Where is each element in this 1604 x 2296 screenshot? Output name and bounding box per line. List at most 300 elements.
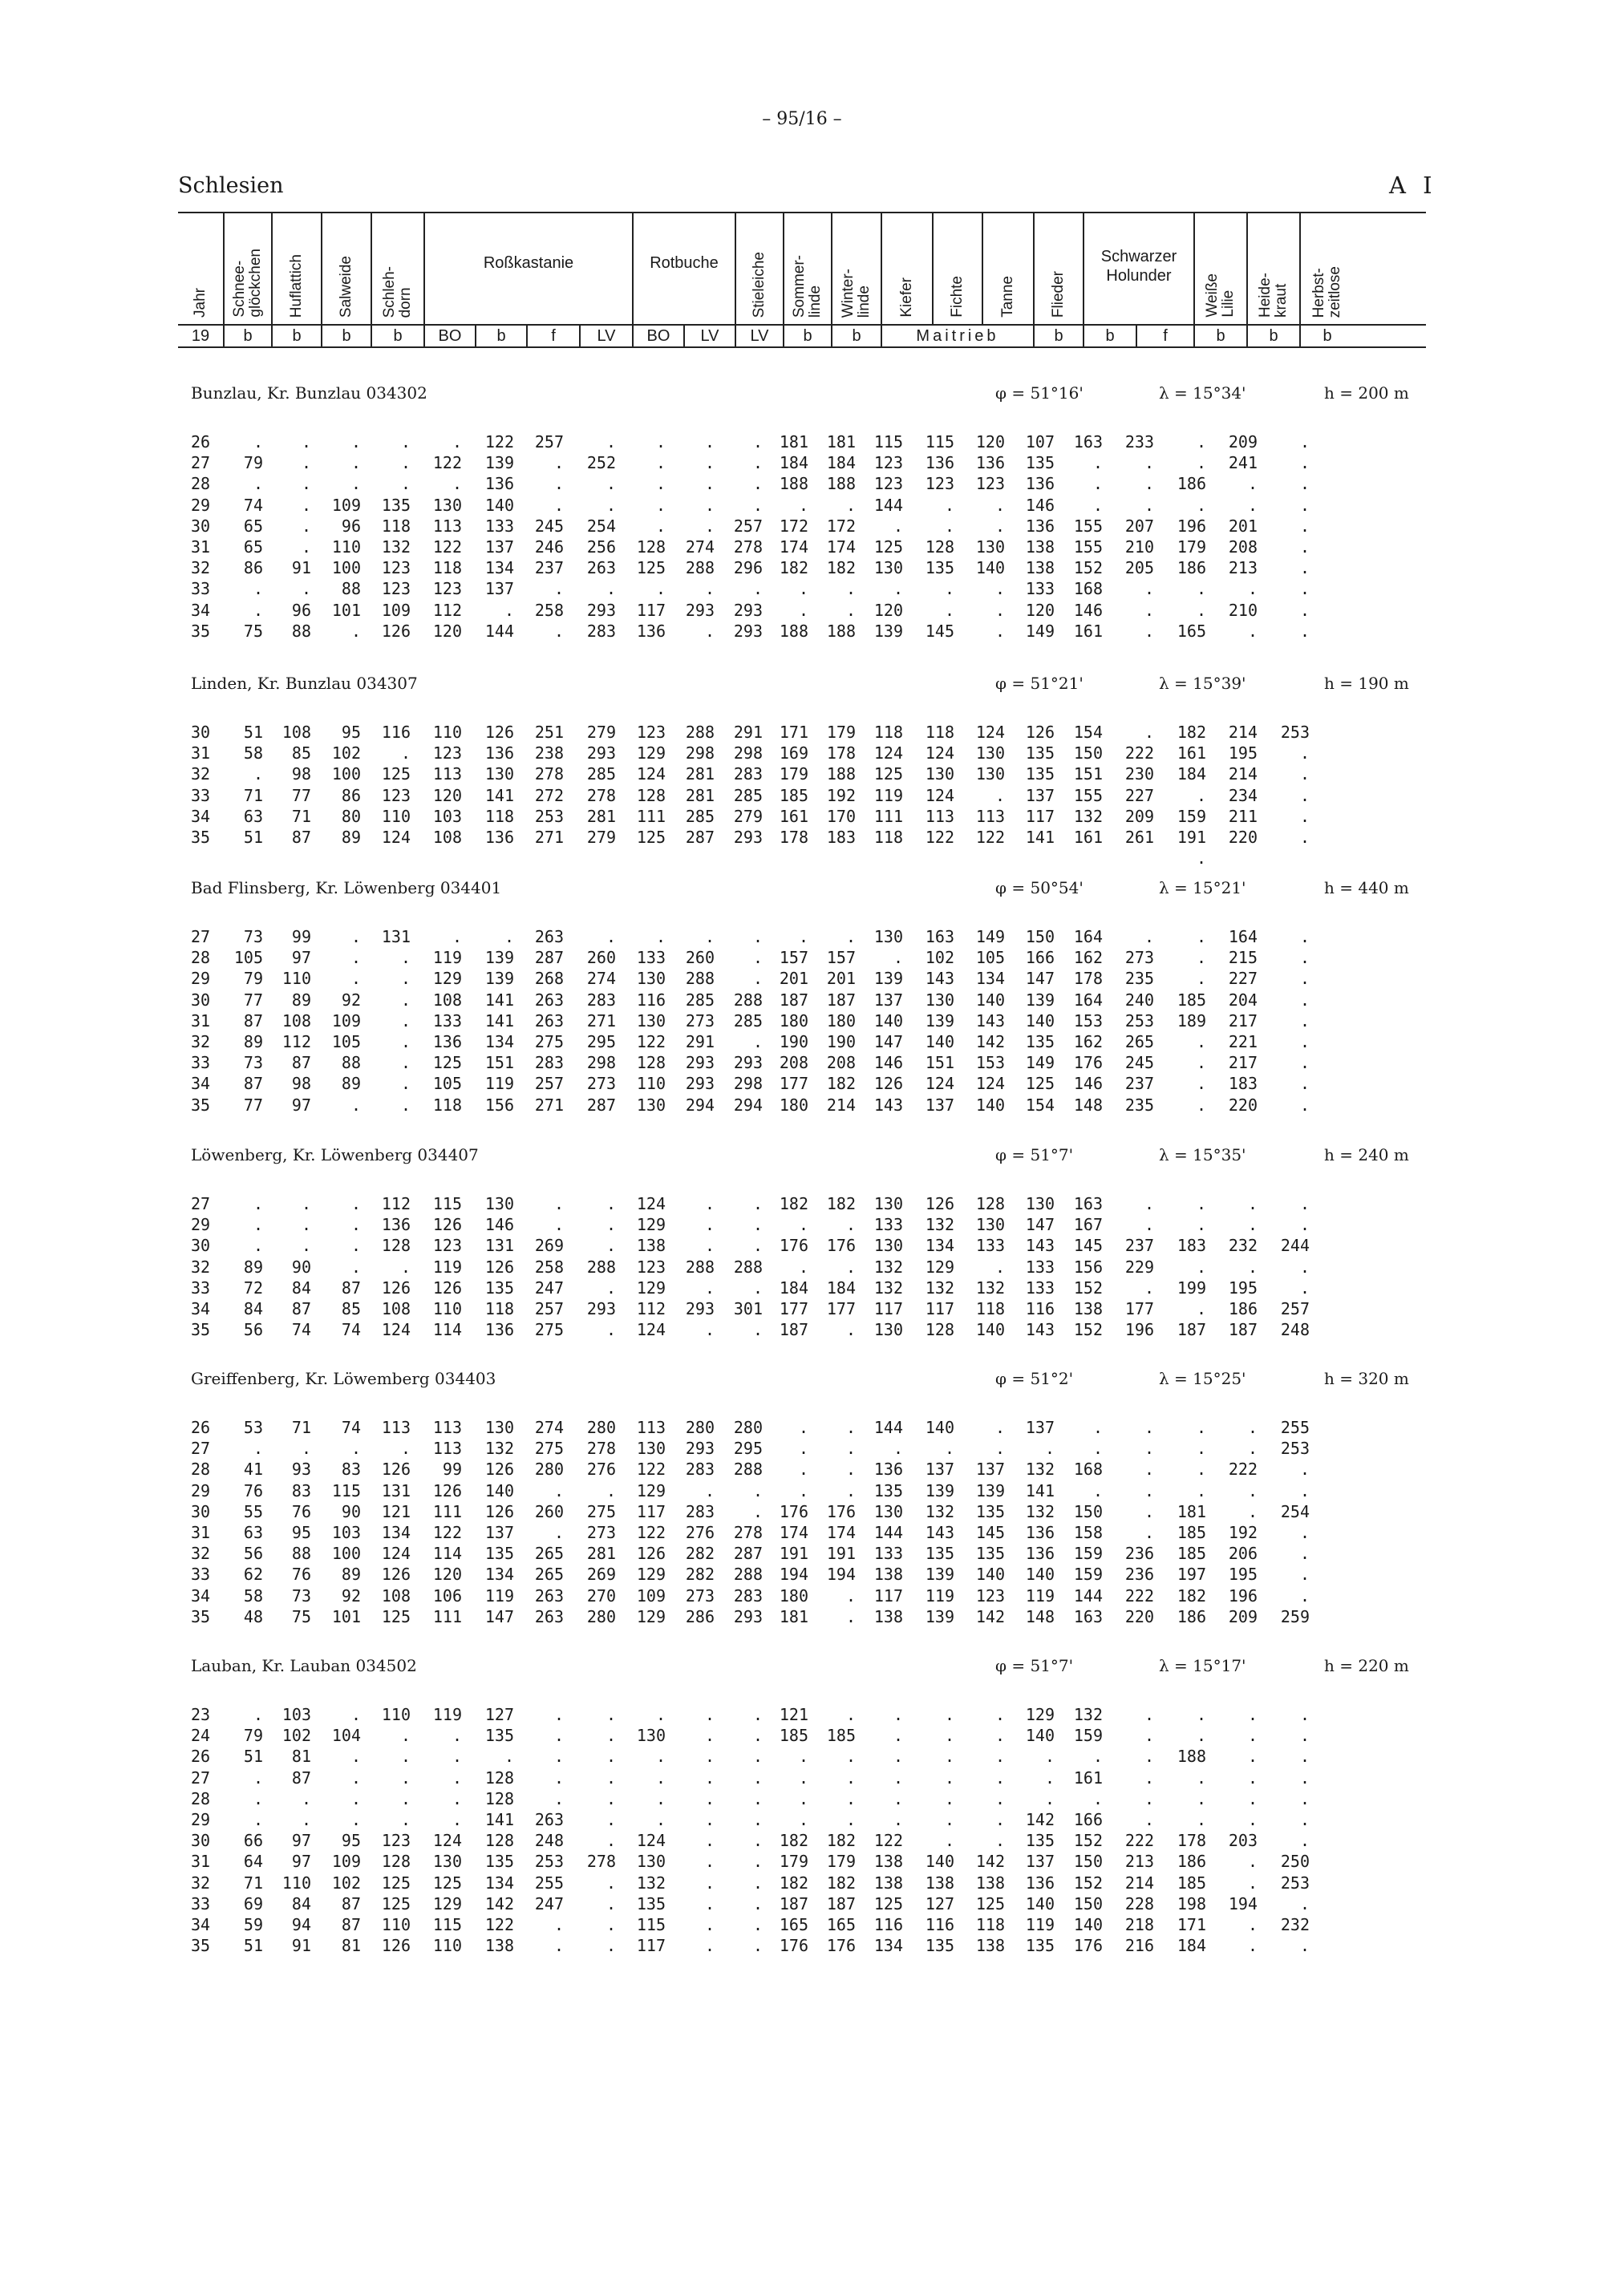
- header-kiefer: Kiefer: [882, 213, 934, 324]
- table-cell: 187: [779, 1893, 808, 1913]
- table-cell: 164: [1073, 927, 1103, 946]
- station-altitude: h = 220 m: [1324, 1656, 1409, 1675]
- table-cell: 285: [586, 764, 616, 784]
- table-cell: .: [606, 579, 616, 599]
- table-cell: .: [1196, 948, 1206, 968]
- table-cell: .: [655, 927, 666, 946]
- table-cell: 87: [291, 828, 311, 847]
- station-altitude: h = 440 m: [1324, 878, 1409, 897]
- table-cell: 159: [1073, 1565, 1103, 1585]
- table-cell: 187: [826, 1893, 856, 1913]
- table-cell: 130: [873, 558, 903, 578]
- table-cell: 204: [1228, 990, 1258, 1010]
- table-cell: 155: [1073, 516, 1103, 536]
- table-cell: 86: [341, 785, 361, 805]
- table-cell: .: [655, 1747, 666, 1767]
- table-cell: .: [994, 1831, 1005, 1851]
- table-cell: 102: [282, 1726, 311, 1746]
- table-cell: 74: [291, 1320, 311, 1340]
- table-cell: .: [798, 1257, 808, 1277]
- table-cell: 128: [636, 1053, 666, 1073]
- table-cell: 135: [1025, 1831, 1055, 1851]
- table-cell: .: [606, 474, 616, 494]
- year-cell: 28: [191, 1788, 211, 1808]
- table-cell: 124: [636, 1831, 666, 1851]
- table-cell: 133: [873, 1215, 903, 1235]
- table-cell: .: [1299, 1010, 1310, 1031]
- table-cell: 139: [925, 1565, 954, 1585]
- table-header: [178, 212, 1426, 348]
- table-cell: .: [1196, 1788, 1206, 1808]
- table-cell: 89: [341, 828, 361, 847]
- table-cell: 139: [925, 1480, 954, 1500]
- table-cell: 135: [484, 1278, 514, 1298]
- table-cell: 169: [779, 743, 808, 763]
- table-cell: 153: [975, 1053, 1005, 1073]
- table-cell: 130: [484, 764, 514, 784]
- table-cell: 65: [243, 537, 263, 557]
- table-cell: 142: [1025, 1810, 1055, 1829]
- table-cell: .: [994, 1810, 1005, 1829]
- table-cell: 201: [779, 969, 808, 989]
- table-row: [191, 1480, 1426, 1501]
- table-cell: 138: [1073, 1299, 1103, 1318]
- header-weisse-lilie: Weiße Lilie: [1195, 213, 1248, 324]
- table-cell: .: [1196, 1194, 1206, 1213]
- table-cell: 140: [1025, 1010, 1055, 1031]
- year-cell: 29: [191, 969, 211, 989]
- table-row: [191, 785, 1426, 806]
- table-cell: 135: [381, 495, 411, 515]
- table-cell: 186: [1177, 474, 1206, 494]
- table-cell: .: [400, 1768, 411, 1788]
- header-schneegloeckchen: Schnee- glöckchen: [225, 213, 273, 324]
- table-cell: 138: [873, 1852, 903, 1872]
- table-cell: 293: [685, 1074, 715, 1094]
- table-cell: .: [845, 1460, 856, 1480]
- table-cell: 71: [243, 1873, 263, 1893]
- table-cell: 136: [925, 453, 954, 473]
- table-cell: 98: [291, 1074, 311, 1094]
- table-cell: .: [301, 474, 311, 494]
- table-row: [191, 473, 1426, 494]
- table-cell: .: [994, 1257, 1005, 1277]
- table-cell: 154: [1025, 1095, 1055, 1115]
- table-cell: 235: [1124, 969, 1154, 989]
- table-cell: 127: [484, 1705, 514, 1724]
- table-cell: 150: [1025, 927, 1055, 946]
- table-cell: 188: [779, 621, 808, 641]
- table-cell: 118: [873, 828, 903, 847]
- table-cell: 293: [733, 1053, 763, 1073]
- table-cell: .: [301, 579, 311, 599]
- table-cell: 140: [1025, 1726, 1055, 1746]
- table-cell: 154: [1073, 723, 1103, 742]
- table-cell: 164: [1073, 990, 1103, 1010]
- table-cell: 140: [975, 1320, 1005, 1340]
- table-cell: 77: [291, 785, 311, 805]
- table-cell: 130: [636, 969, 666, 989]
- table-cell: 87: [341, 1915, 361, 1934]
- table-cell: .: [606, 495, 616, 515]
- table-cell: .: [1144, 1460, 1154, 1480]
- table-cell: .: [1299, 743, 1310, 763]
- table-cell: .: [452, 927, 462, 946]
- table-cell: 283: [586, 990, 616, 1010]
- station-longitude: λ = 15°17': [1159, 1656, 1246, 1675]
- table-cell: 110: [381, 1915, 411, 1934]
- table-cell: 184: [779, 1278, 808, 1298]
- table-cell: .: [752, 1215, 763, 1235]
- table-cell: 260: [534, 1501, 564, 1521]
- table-cell: .: [1299, 453, 1310, 473]
- table-cell: 180: [779, 1095, 808, 1115]
- table-cell: 123: [975, 1585, 1005, 1606]
- table-cell: .: [1299, 785, 1310, 805]
- table-cell: 123: [432, 743, 462, 763]
- table-cell: .: [1044, 1747, 1055, 1767]
- table-cell: 132: [1073, 806, 1103, 826]
- table-cell: .: [704, 495, 715, 515]
- table-cell: .: [704, 1236, 715, 1256]
- table-cell: 270: [586, 1585, 616, 1606]
- table-cell: 182: [1177, 723, 1206, 742]
- table-cell: .: [994, 1768, 1005, 1788]
- table-cell: 195: [1228, 1278, 1258, 1298]
- table-cell: 125: [975, 1893, 1005, 1913]
- table-cell: 208: [826, 1053, 856, 1073]
- table-cell: .: [845, 1788, 856, 1808]
- table-cell: .: [1247, 1852, 1258, 1872]
- table-cell: 137: [925, 1460, 954, 1480]
- table-cell: .: [704, 1747, 715, 1767]
- table-cell: 110: [432, 723, 462, 742]
- table-cell: 135: [873, 1480, 903, 1500]
- table-cell: 144: [873, 1418, 903, 1437]
- table-cell: .: [606, 1236, 616, 1256]
- table-cell: 253: [1280, 1439, 1310, 1459]
- table-cell: .: [350, 432, 361, 452]
- table-cell: 116: [381, 723, 411, 742]
- table-cell: .: [704, 1788, 715, 1808]
- table-cell: 179: [779, 1852, 808, 1872]
- table-cell: .: [1299, 495, 1310, 515]
- table-cell: 147: [1025, 969, 1055, 989]
- table-row: [191, 1073, 1426, 1094]
- table-cell: .: [350, 474, 361, 494]
- table-cell: .: [798, 495, 808, 515]
- table-cell: 135: [1025, 1032, 1055, 1051]
- table-cell: .: [845, 1606, 856, 1626]
- table-cell: 280: [733, 1418, 763, 1437]
- table-cell: 265: [534, 1544, 564, 1564]
- table-cell: .: [752, 432, 763, 452]
- header-salweide: Salweide: [322, 213, 372, 324]
- table-cell: 91: [291, 558, 311, 578]
- table-cell: 128: [925, 537, 954, 557]
- table-cell: 122: [636, 1460, 666, 1480]
- table-cell: .: [350, 1215, 361, 1235]
- table-cell: .: [752, 1788, 763, 1808]
- table-cell: 165: [779, 1915, 808, 1934]
- table-cell: .: [1299, 1544, 1310, 1564]
- table-cell: .: [845, 1480, 856, 1500]
- table-cell: .: [606, 1810, 616, 1829]
- table-cell: 222: [1124, 1831, 1154, 1851]
- table-cell: 132: [975, 1278, 1005, 1298]
- table-cell: 76: [291, 1501, 311, 1521]
- table-cell: 103: [282, 1705, 311, 1724]
- table-cell: .: [655, 1705, 666, 1724]
- table-cell: 134: [873, 1936, 903, 1956]
- table-cell: 288: [685, 1257, 715, 1277]
- table-cell: 233: [1124, 432, 1154, 452]
- table-cell: 170: [826, 806, 856, 826]
- table-row: [191, 600, 1426, 621]
- table-cell: 275: [534, 1439, 564, 1459]
- year-cell: 27: [191, 927, 211, 946]
- table-cell: 161: [1073, 828, 1103, 847]
- table-cell: 146: [873, 1053, 903, 1073]
- table-cell: 107: [1025, 432, 1055, 452]
- table-cell: .: [452, 474, 462, 494]
- table-row: [191, 990, 1426, 1010]
- table-cell: 132: [381, 537, 411, 557]
- table-cell: 186: [1228, 1299, 1258, 1318]
- table-cell: .: [1247, 1936, 1258, 1956]
- year-cell: 29: [191, 1810, 211, 1829]
- table-cell: 192: [1228, 1523, 1258, 1542]
- table-cell: .: [1299, 1893, 1310, 1913]
- table-cell: .: [350, 1194, 361, 1213]
- year-cell: 30: [191, 1236, 211, 1256]
- table-cell: 106: [432, 1585, 462, 1606]
- table-cell: .: [253, 432, 263, 452]
- table-cell: 197: [1177, 1565, 1206, 1585]
- table-cell: 59: [243, 1915, 263, 1934]
- table-cell: 139: [484, 969, 514, 989]
- table-cell: 253: [1280, 1873, 1310, 1893]
- table-cell: 72: [243, 1278, 263, 1298]
- table-cell: .: [350, 1768, 361, 1788]
- table-cell: .: [1299, 1215, 1310, 1235]
- table-cell: 104: [331, 1726, 361, 1746]
- subheader-cell: b: [784, 326, 832, 346]
- table-cell: .: [1144, 1439, 1154, 1459]
- table-cell: 101: [331, 600, 361, 620]
- table-row: [191, 1278, 1426, 1298]
- table-cell: .: [1092, 1747, 1103, 1767]
- table-cell: 167: [1073, 1215, 1103, 1235]
- table-row: [191, 431, 1426, 452]
- station-longitude: λ = 15°34': [1159, 383, 1246, 403]
- table-row: [191, 557, 1426, 578]
- table-cell: 236: [1124, 1565, 1154, 1585]
- table-cell: 73: [291, 1585, 311, 1606]
- table-cell: 135: [1025, 453, 1055, 473]
- table-cell: 195: [1228, 743, 1258, 763]
- table-cell: .: [301, 495, 311, 515]
- table-cell: 87: [341, 1278, 361, 1298]
- table-cell: .: [994, 600, 1005, 620]
- table-cell: 213: [1228, 558, 1258, 578]
- table-cell: .: [994, 1439, 1005, 1459]
- table-cell: 143: [925, 969, 954, 989]
- header-heidekraut: Heide- kraut: [1248, 213, 1301, 324]
- table-cell: 89: [243, 1032, 263, 1051]
- table-cell: .: [350, 1257, 361, 1277]
- year-cell: 32: [191, 1544, 211, 1564]
- table-cell: 97: [291, 948, 311, 968]
- table-cell: .: [1299, 927, 1310, 946]
- table-cell: .: [944, 1439, 954, 1459]
- table-row: [191, 1935, 1426, 1956]
- table-cell: 88: [341, 579, 361, 599]
- table-cell: .: [1299, 1257, 1310, 1277]
- table-cell: .: [1196, 927, 1206, 946]
- table-cell: .: [553, 1915, 564, 1934]
- table-cell: 97: [291, 1095, 311, 1115]
- table-cell: 132: [1025, 1460, 1055, 1480]
- table-cell: .: [798, 1460, 808, 1480]
- table-cell: 58: [243, 743, 263, 763]
- table-cell: 77: [243, 1095, 263, 1115]
- table-cell: 110: [381, 806, 411, 826]
- table-cell: 196: [1228, 1585, 1258, 1606]
- subheader-cell: b: [372, 326, 425, 346]
- table-cell: 210: [1228, 600, 1258, 620]
- year-cell: 32: [191, 764, 211, 784]
- table-cell: .: [1299, 1053, 1310, 1073]
- table-cell: 257: [534, 1299, 564, 1318]
- table-cell: 126: [925, 1194, 954, 1213]
- table-cell: 254: [586, 516, 616, 536]
- table-cell: .: [301, 1236, 311, 1256]
- header-schwarzer-holunder: Schwarzer Holunder: [1084, 213, 1195, 324]
- table-cell: .: [1144, 1501, 1154, 1521]
- table-cell: 140: [975, 990, 1005, 1010]
- subheader-cell: LV: [736, 326, 784, 346]
- table-cell: 258: [534, 1257, 564, 1277]
- table-cell: 117: [1025, 806, 1055, 826]
- table-cell: .: [350, 1788, 361, 1808]
- table-cell: 135: [975, 1501, 1005, 1521]
- table-cell: 255: [534, 1873, 564, 1893]
- table-cell: .: [752, 969, 763, 989]
- table-cell: .: [944, 1726, 954, 1746]
- table-cell: 237: [534, 558, 564, 578]
- table-cell: 281: [586, 806, 616, 826]
- table-cell: 138: [873, 1606, 903, 1626]
- table-cell: .: [606, 1873, 616, 1893]
- table-cell: 215: [1228, 948, 1258, 968]
- table-cell: 129: [1025, 1705, 1055, 1724]
- table-cell: 283: [733, 764, 763, 784]
- table-cell: 116: [636, 990, 666, 1010]
- table-cell: 136: [1025, 1544, 1055, 1564]
- year-cell: 34: [191, 1299, 211, 1318]
- table-cell: 111: [432, 1606, 462, 1626]
- table-cell: 138: [873, 1565, 903, 1585]
- table-cell: .: [1247, 1747, 1258, 1767]
- table-cell: 119: [484, 1585, 514, 1606]
- table-cell: 124: [432, 1831, 462, 1851]
- table-cell: .: [994, 1788, 1005, 1808]
- year-cell: 32: [191, 1873, 211, 1893]
- table-cell: 150: [1073, 1852, 1103, 1872]
- table-cell: 147: [873, 1032, 903, 1051]
- table-cell: 143: [975, 1010, 1005, 1031]
- table-cell: 138: [873, 1873, 903, 1893]
- table-cell: 137: [975, 1460, 1005, 1480]
- table-cell: 128: [484, 1831, 514, 1851]
- table-cell: 293: [733, 600, 763, 620]
- station-title: Bunzlau, Kr. Bunzlau 034302: [191, 383, 427, 403]
- table-cell: 120: [432, 621, 462, 641]
- table-cell: 285: [685, 990, 715, 1010]
- table-cell: 141: [1025, 1480, 1055, 1500]
- year-cell: 33: [191, 579, 211, 599]
- table-cell: .: [1196, 432, 1206, 452]
- subheader-cell: LV: [581, 326, 634, 346]
- table-cell: 218: [1124, 1915, 1154, 1934]
- table-cell: 144: [1073, 1585, 1103, 1606]
- table-cell: 288: [733, 1565, 763, 1585]
- table-cell: .: [1247, 1439, 1258, 1459]
- table-cell: 119: [484, 1074, 514, 1094]
- table-cell: 158: [1073, 1523, 1103, 1542]
- table-cell: .: [704, 474, 715, 494]
- table-cell: 135: [925, 1544, 954, 1564]
- table-cell: .: [994, 1705, 1005, 1724]
- table-cell: .: [606, 1788, 616, 1808]
- table-cell: .: [944, 1810, 954, 1829]
- table-cell: .: [1044, 1768, 1055, 1788]
- table-cell: 179: [779, 764, 808, 784]
- table-cell: .: [1196, 453, 1206, 473]
- table-cell: 260: [685, 948, 715, 968]
- table-cell: 293: [586, 743, 616, 763]
- table-cell: 128: [636, 785, 666, 805]
- table-cell: .: [606, 432, 616, 452]
- table-cell: .: [994, 579, 1005, 599]
- table-cell: .: [553, 474, 564, 494]
- table-cell: 53: [243, 1418, 263, 1437]
- table-cell: 137: [873, 990, 903, 1010]
- table-cell: 130: [873, 1501, 903, 1521]
- table-cell: .: [704, 927, 715, 946]
- table-cell: 176: [779, 1236, 808, 1256]
- table-cell: 248: [534, 1831, 564, 1851]
- table-cell: .: [704, 1810, 715, 1829]
- table-cell: 287: [586, 1095, 616, 1115]
- table-cell: 120: [975, 432, 1005, 452]
- year-cell: 27: [191, 1194, 211, 1213]
- table-cell: .: [253, 1810, 263, 1829]
- table-cell: .: [944, 1705, 954, 1724]
- table-cell: 130: [873, 1236, 903, 1256]
- table-cell: .: [350, 621, 361, 641]
- table-cell: 112: [432, 600, 462, 620]
- table-cell: 109: [331, 495, 361, 515]
- year-cell: 29: [191, 1480, 211, 1500]
- table-cell: 130: [484, 1418, 514, 1437]
- table-cell: 251: [534, 723, 564, 742]
- table-cell: .: [1247, 621, 1258, 641]
- table-cell: .: [400, 743, 411, 763]
- table-cell: .: [606, 1726, 616, 1746]
- table-cell: 238: [534, 743, 564, 763]
